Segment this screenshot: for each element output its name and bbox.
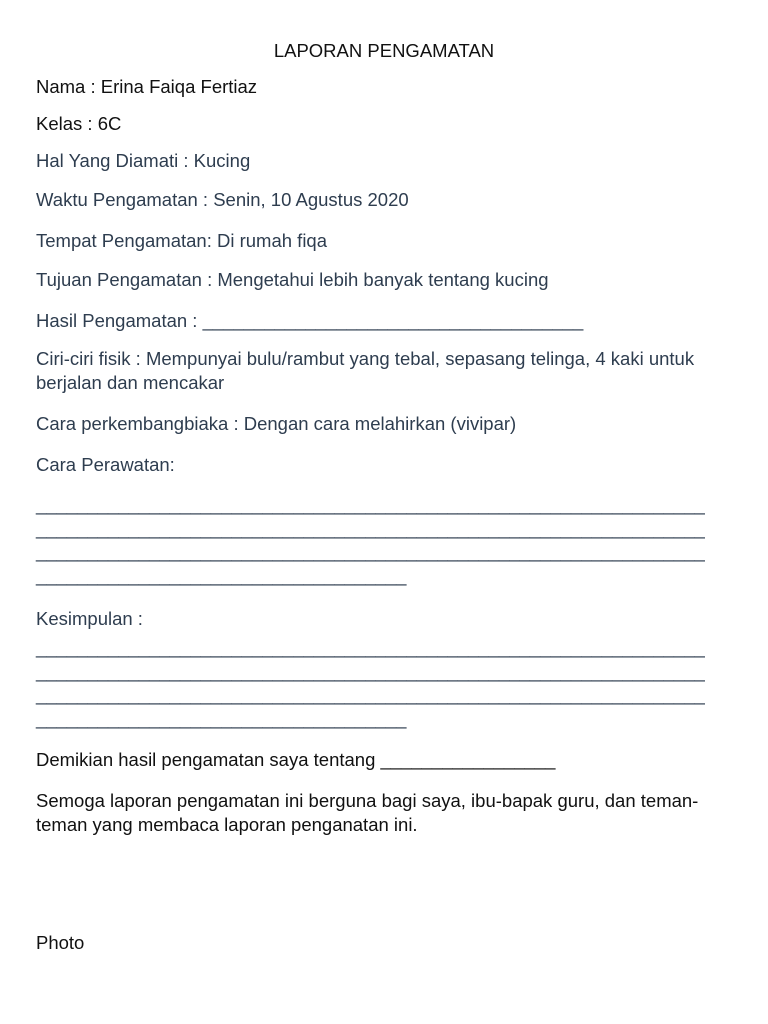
student-class: Kelas : 6C xyxy=(36,113,122,134)
closing-statement: Demikian hasil pengamatan saya tentang _________________ xyxy=(36,749,556,770)
student-name: Nama : Erina Faiqa Fertiaz xyxy=(36,76,258,97)
photo-label: Photo xyxy=(36,932,85,953)
observation-result: Hasil Pengamatan : _____________________________________ xyxy=(36,310,584,331)
closing-wish: Semoga laporan pengamatan ini berguna bagi saya, ibu-bapak guru, dan teman-teman yang membaca laporan penganatan ini. xyxy=(36,790,699,836)
report-title: LAPORAN PENGAMATAN xyxy=(273,40,495,61)
conclusion-blank-lines: _________________________________________________________________ _________________________________________________________________ _________________________________________________________________ ____________________________________ xyxy=(36,637,705,729)
observation-place: Tempat Pengamatan: Di rumah fiqa xyxy=(36,230,328,251)
care-method-label: Cara Perawatan: xyxy=(36,454,175,475)
observation-time: Waktu Pengamatan : Senin, 10 Agustus 2020 xyxy=(36,189,409,210)
physical-characteristics: Ciri-ciri fisik : Mempunyai bulu/rambut yang tebal, sepasang telinga, 4 kaki untuk berjalan dan mencakar xyxy=(36,348,695,394)
observed-subject: Hal Yang Diamati : Kucing xyxy=(36,150,251,171)
conclusion-label: Kesimpulan : xyxy=(36,608,143,629)
observation-purpose: Tujuan Pengamatan : Mengetahui lebih banyak tentang kucing xyxy=(36,269,549,290)
breeding-method: Cara perkembangbiaka : Dengan cara melahirkan (vivipar) xyxy=(36,413,517,434)
care-method-blank-lines: _________________________________________________________________ _________________________________________________________________ _________________________________________________________________ ____________________________________ xyxy=(36,494,705,586)
